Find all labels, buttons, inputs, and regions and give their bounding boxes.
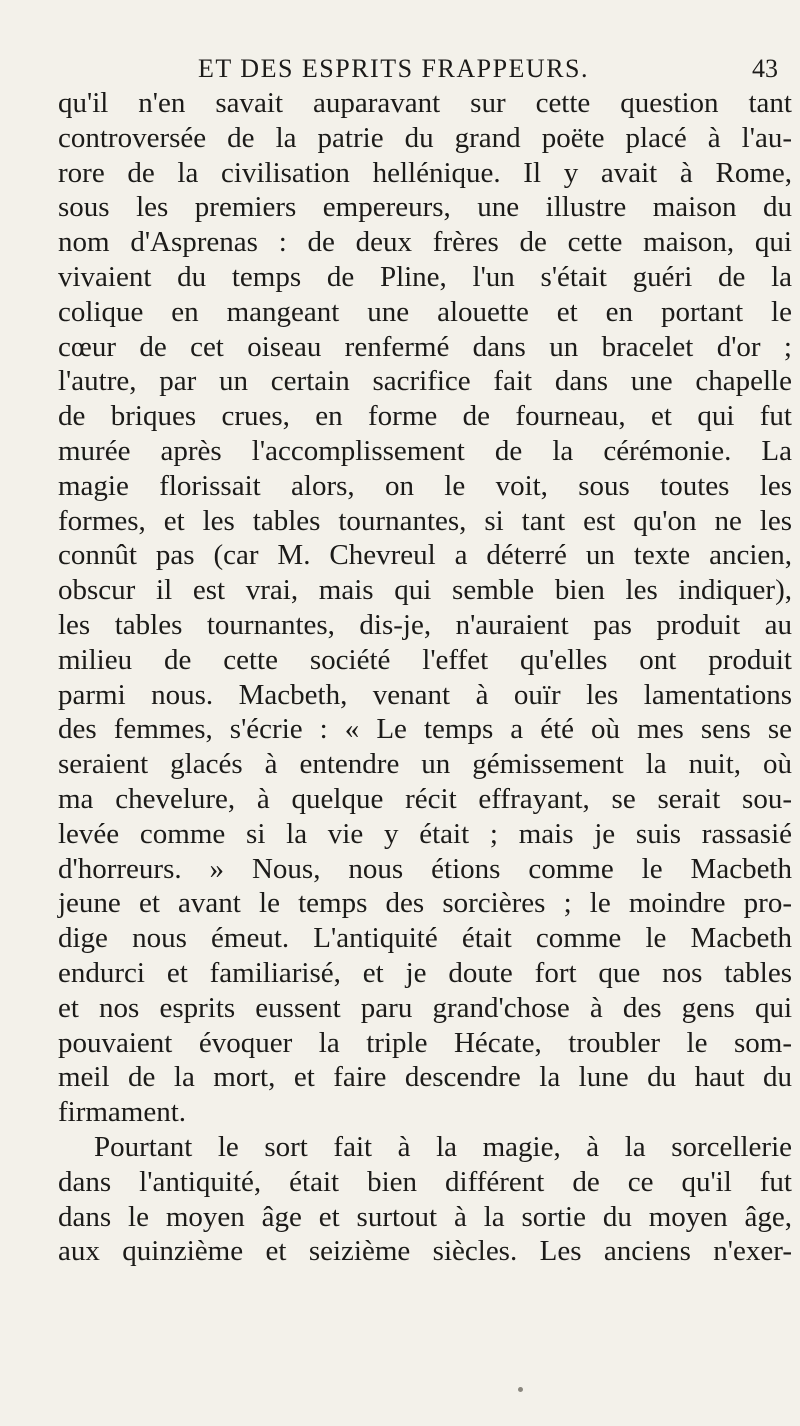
text-line: connût pas (car M. Chevreul a déterré un texte ancien, bbox=[58, 539, 792, 572]
text-line: formes, et les tables tournantes, si tant est qu'on ne les bbox=[58, 504, 792, 537]
text-line: nom d'Asprenas : de deux frères de cette maison, qui bbox=[58, 226, 792, 259]
text-line: dige nous émeut. L'antiquité était comme le Macbeth bbox=[58, 922, 792, 955]
text-line: et nos esprits eussent paru grand'chose à des gens qui bbox=[58, 991, 792, 1024]
paper-speck bbox=[518, 1387, 523, 1392]
text-line: d'horreurs. » Nous, nous étions comme le Macbeth bbox=[58, 852, 792, 885]
text-line: Pourtant le sort fait à la magie, à la sorcellerie bbox=[94, 1130, 792, 1163]
text-line: qu'il n'en savait auparavant sur cette question tant bbox=[58, 87, 792, 119]
text-line: levée comme si la vie y était ; mais je suis rassasié bbox=[58, 817, 792, 850]
text-line: milieu de cette société l'effet qu'elles ont produit bbox=[58, 643, 792, 676]
text-line: meil de la mort, et faire descendre la lune du haut du bbox=[58, 1061, 792, 1094]
text-line: dans l'antiquité, était bien différent de ce qu'il fut bbox=[58, 1165, 792, 1198]
text-line: magie florissait alors, on le voit, sous toutes les bbox=[58, 469, 792, 502]
running-title: ET DES ESPRITS FRAPPEURS. bbox=[198, 54, 590, 83]
text-line: vivaient du temps de Pline, l'un s'était guéri de la bbox=[58, 260, 792, 293]
text-line: jeune et avant le temps des sorcières ; le moindre pro- bbox=[58, 887, 792, 920]
text-line: ma chevelure, à quelque récit effrayant, se serait sou- bbox=[58, 782, 792, 815]
page-header bbox=[58, 50, 800, 86]
text-line: colique en mangeant une alouette et en portant le bbox=[58, 295, 792, 328]
text-line: obscur il est vrai, mais qui semble bien les indiquer), bbox=[58, 574, 792, 607]
text-line: endurci et familiarisé, et je doute fort que nos tables bbox=[58, 956, 792, 989]
text-line: murée après l'accomplissement de la cérémonie. La bbox=[58, 434, 792, 467]
text-line: sous les premiers empereurs, une illustre maison du bbox=[58, 191, 792, 224]
text-line: l'autre, par un certain sacrifice fait dans une chapelle bbox=[58, 365, 792, 398]
text-line: firmament. bbox=[58, 1096, 187, 1129]
text-line: parmi nous. Macbeth, venant à ouïr les lamentations bbox=[58, 678, 792, 711]
text-line: de briques crues, en forme de fourneau, et qui fut bbox=[58, 400, 792, 433]
text-line: rore de la civilisation hellénique. Il y avait à Rome, bbox=[58, 156, 792, 189]
text-line: seraient glacés à entendre un gémissement la nuit, où bbox=[58, 748, 792, 781]
text-line: cœur de cet oiseau renfermé dans un bracelet d'or ; bbox=[58, 330, 792, 363]
text-line: les tables tournantes, dis-je, n'auraient pas produit au bbox=[58, 608, 792, 641]
text-line: pouvaient évoquer la triple Hécate, troubler le som- bbox=[58, 1026, 792, 1059]
body-text bbox=[58, 86, 800, 1269]
page-number: 43 bbox=[752, 54, 778, 83]
text-line: des femmes, s'écrie : « Le temps a été où mes sens se bbox=[58, 713, 792, 746]
text-line: controversée de la patrie du grand poëte placé à l'au- bbox=[58, 121, 792, 154]
text-line: dans le moyen âge et surtout à la sortie du moyen âge, bbox=[58, 1200, 792, 1233]
text-line: aux quinzième et seizième siècles. Les anciens n'exer- bbox=[58, 1235, 792, 1268]
